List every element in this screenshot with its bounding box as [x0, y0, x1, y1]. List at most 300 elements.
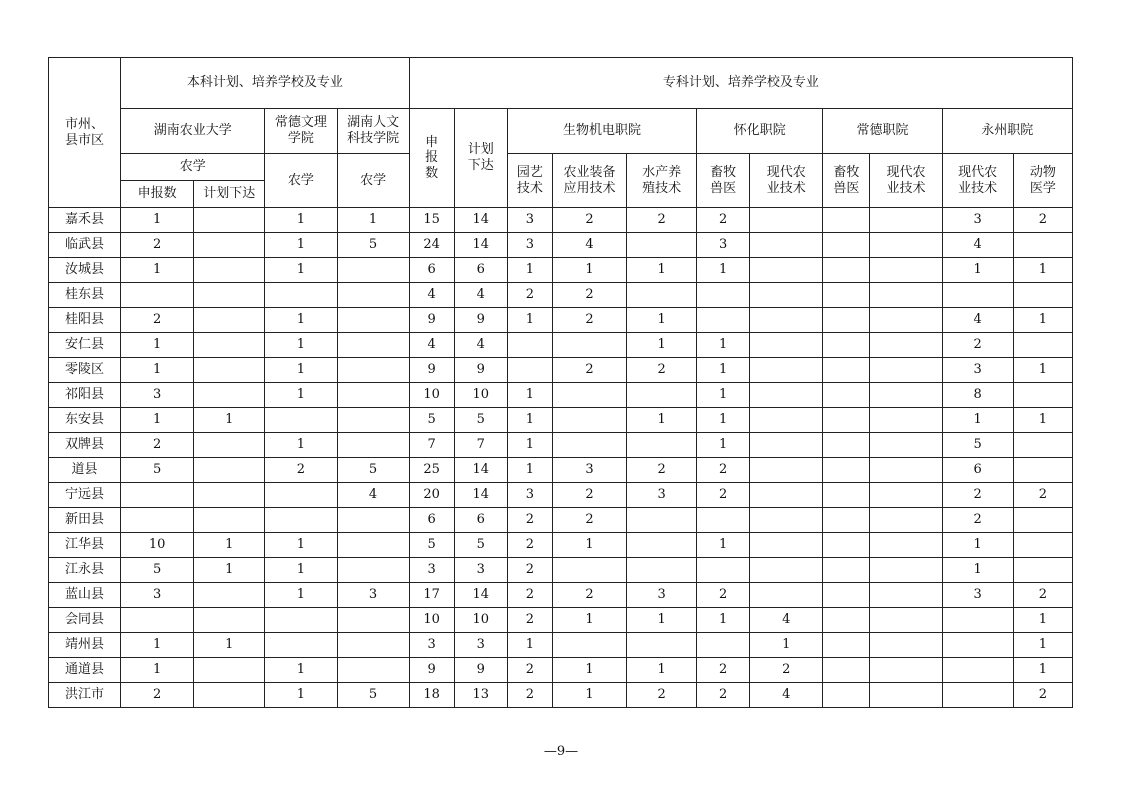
table-cell — [265, 633, 337, 658]
table-cell — [823, 458, 870, 483]
table-cell: 3 — [409, 633, 454, 658]
table-cell: 6 — [409, 508, 454, 533]
table-cell — [627, 633, 697, 658]
table-cell: 10 — [454, 608, 507, 633]
region-column-header: 市州、 县市区 — [49, 58, 121, 208]
table-cell — [750, 458, 823, 483]
table-cell — [194, 258, 265, 283]
table-cell: 1 — [627, 408, 697, 433]
table-cell — [194, 483, 265, 508]
table-cell: 14 — [454, 208, 507, 233]
table-cell — [194, 608, 265, 633]
table-cell — [750, 308, 823, 333]
table-cell — [823, 608, 870, 633]
region-name-cell: 桂东县 — [49, 283, 121, 308]
table-row — [49, 408, 1073, 433]
table-cell: 1 — [265, 258, 337, 283]
table-cell: 2 — [942, 483, 1013, 508]
table-cell — [823, 358, 870, 383]
table-cell — [823, 308, 870, 333]
table-cell: 15 — [409, 208, 454, 233]
table-cell — [337, 358, 409, 383]
table-cell — [265, 508, 337, 533]
huaihua-modern-agri-header: 现代农 业技术 — [750, 154, 823, 208]
page-number: —9— — [543, 744, 579, 759]
table-cell — [627, 558, 697, 583]
region-name-cell: 蓝山县 — [49, 583, 121, 608]
table-cell: 2 — [121, 433, 194, 458]
region-name-cell: 会同县 — [49, 608, 121, 633]
table-cell — [697, 283, 750, 308]
table-cell — [337, 558, 409, 583]
table-cell: 1 — [697, 258, 750, 283]
plan-issued-header: 计划下达 — [194, 181, 265, 208]
agronomy-header-renwen: 农学 — [337, 154, 409, 208]
table-cell: 1 — [121, 208, 194, 233]
college-plan-header: 计划 下达 — [454, 109, 507, 208]
table-cell: 5 — [409, 408, 454, 433]
table-cell: 1 — [942, 533, 1013, 558]
table-cell: 1 — [627, 608, 697, 633]
region-name-cell: 道县 — [49, 458, 121, 483]
table-cell — [194, 658, 265, 683]
table-cell — [823, 658, 870, 683]
table-cell: 1 — [697, 333, 750, 358]
table-cell: 3 — [337, 583, 409, 608]
table-cell — [627, 508, 697, 533]
table-cell: 1 — [194, 533, 265, 558]
table-cell: 3 — [697, 233, 750, 258]
table-cell: 1 — [265, 308, 337, 333]
table-cell: 1 — [697, 358, 750, 383]
table-cell — [697, 558, 750, 583]
table-cell — [697, 633, 750, 658]
table-cell — [194, 683, 265, 708]
table-cell: 3 — [454, 633, 507, 658]
agronomy-header-changde: 农学 — [265, 154, 337, 208]
table-cell: 9 — [454, 308, 507, 333]
table-cell: 3 — [627, 483, 697, 508]
table-cell: 2 — [552, 508, 626, 533]
table-cell: 1 — [507, 308, 552, 333]
table-cell: 14 — [454, 233, 507, 258]
table-cell — [627, 533, 697, 558]
table-cell — [265, 408, 337, 433]
table-cell: 2 — [750, 658, 823, 683]
table-cell — [823, 508, 870, 533]
college-group-header: 专科计划、培养学校及专业 — [409, 58, 1072, 109]
table-cell — [750, 583, 823, 608]
table-cell: 1 — [194, 408, 265, 433]
table-row — [49, 383, 1073, 408]
table-cell: 5 — [121, 458, 194, 483]
table-cell — [337, 608, 409, 633]
table-cell — [552, 433, 626, 458]
table-cell: 2 — [942, 508, 1013, 533]
table-cell — [750, 383, 823, 408]
table-cell: 3 — [552, 458, 626, 483]
table-cell: 9 — [409, 308, 454, 333]
table-cell — [337, 308, 409, 333]
hunan-renwen-header: 湖南人文 科技学院 — [337, 109, 409, 154]
table-cell: 2 — [552, 483, 626, 508]
table-cell — [823, 233, 870, 258]
undergrad-group-header: 本科计划、培养学校及专业 — [121, 58, 410, 109]
table-cell — [265, 483, 337, 508]
table-cell — [265, 608, 337, 633]
table-cell — [823, 483, 870, 508]
table-cell: 1 — [194, 558, 265, 583]
table-cell — [1013, 383, 1072, 408]
table-cell: 2 — [507, 508, 552, 533]
table-cell — [627, 383, 697, 408]
table-cell — [823, 333, 870, 358]
table-cell: 13 — [454, 683, 507, 708]
table-row — [49, 458, 1073, 483]
table-cell — [823, 583, 870, 608]
table-cell: 10 — [454, 383, 507, 408]
changde-animal-vet-header: 畜牧 兽医 — [823, 154, 870, 208]
table-cell — [552, 383, 626, 408]
region-name-cell: 通道县 — [49, 658, 121, 683]
table-cell: 2 — [1013, 483, 1072, 508]
table-cell: 1 — [942, 408, 1013, 433]
table-cell: 1 — [194, 633, 265, 658]
table-cell: 1 — [507, 458, 552, 483]
table-cell: 1 — [265, 333, 337, 358]
region-name-cell: 宁远县 — [49, 483, 121, 508]
table-cell: 10 — [409, 608, 454, 633]
table-cell — [627, 283, 697, 308]
table-cell — [337, 633, 409, 658]
table-cell — [337, 508, 409, 533]
table-cell: 1 — [697, 408, 750, 433]
table-cell: 2 — [552, 283, 626, 308]
table-cell: 2 — [507, 683, 552, 708]
table-cell — [337, 283, 409, 308]
table-cell: 4 — [409, 333, 454, 358]
table-cell: 1 — [265, 558, 337, 583]
table-cell: 4 — [942, 233, 1013, 258]
table-row — [49, 508, 1073, 533]
table-row — [49, 283, 1073, 308]
table-cell — [942, 658, 1013, 683]
table-cell: 1 — [697, 608, 750, 633]
hunan-agri-univ-header: 湖南农业大学 — [121, 109, 265, 154]
table-cell — [337, 658, 409, 683]
table-cell: 2 — [507, 533, 552, 558]
table-cell: 2 — [1013, 208, 1072, 233]
table-cell: 2 — [1013, 683, 1072, 708]
table-cell: 1 — [265, 583, 337, 608]
table-row — [49, 208, 1073, 233]
table-cell — [121, 608, 194, 633]
table-cell: 1 — [627, 658, 697, 683]
table-cell — [1013, 283, 1072, 308]
table-cell: 6 — [942, 458, 1013, 483]
table-cell: 4 — [454, 283, 507, 308]
table-cell: 14 — [454, 458, 507, 483]
table-cell — [870, 333, 942, 358]
table-cell: 9 — [454, 658, 507, 683]
table-cell — [870, 433, 942, 458]
table-cell — [750, 358, 823, 383]
table-cell — [194, 383, 265, 408]
bio-mech-header: 生物机电职院 — [507, 109, 696, 154]
table-cell — [337, 433, 409, 458]
table-cell — [194, 458, 265, 483]
table-cell: 1 — [697, 383, 750, 408]
table-cell — [697, 508, 750, 533]
table-cell — [194, 233, 265, 258]
region-name-cell: 桂阳县 — [49, 308, 121, 333]
table-cell: 1 — [265, 433, 337, 458]
table-cell: 7 — [454, 433, 507, 458]
table-cell: 6 — [454, 508, 507, 533]
table-cell — [194, 508, 265, 533]
table-cell: 5 — [409, 533, 454, 558]
table-cell — [823, 283, 870, 308]
table-cell — [870, 608, 942, 633]
header-row-3 — [49, 154, 1073, 181]
table-cell: 1 — [1013, 633, 1072, 658]
region-name-cell: 零陵区 — [49, 358, 121, 383]
table-cell — [750, 208, 823, 233]
region-name-cell: 安仁县 — [49, 333, 121, 358]
table-cell — [194, 358, 265, 383]
table-cell: 4 — [750, 683, 823, 708]
table-cell — [750, 258, 823, 283]
table-cell: 2 — [121, 233, 194, 258]
table-cell — [1013, 333, 1072, 358]
table-cell: 2 — [942, 333, 1013, 358]
table-cell: 1 — [1013, 258, 1072, 283]
table-cell: 5 — [454, 408, 507, 433]
table-cell: 4 — [942, 308, 1013, 333]
table-cell: 9 — [454, 358, 507, 383]
table-cell: 3 — [121, 583, 194, 608]
table-cell: 2 — [697, 583, 750, 608]
table-cell — [870, 383, 942, 408]
table-cell — [337, 258, 409, 283]
table-cell — [750, 433, 823, 458]
table-cell: 1 — [1013, 608, 1072, 633]
table-cell — [942, 683, 1013, 708]
table-cell — [507, 333, 552, 358]
region-name-cell: 江华县 — [49, 533, 121, 558]
table-row — [49, 308, 1073, 333]
table-cell: 5 — [337, 458, 409, 483]
horticulture-header: 园艺 技术 — [507, 154, 552, 208]
changde-voc-header: 常德职院 — [823, 109, 942, 154]
table-cell — [194, 333, 265, 358]
region-name-cell: 东安县 — [49, 408, 121, 433]
table-cell: 1 — [121, 408, 194, 433]
table-cell: 1 — [552, 658, 626, 683]
table-row — [49, 658, 1073, 683]
table-cell — [870, 308, 942, 333]
table-cell: 2 — [552, 208, 626, 233]
table-cell — [337, 333, 409, 358]
table-cell: 6 — [454, 258, 507, 283]
table-cell: 5 — [337, 233, 409, 258]
table-cell: 3 — [942, 208, 1013, 233]
table-cell: 2 — [552, 583, 626, 608]
changde-modern-agri-header: 现代农 业技术 — [870, 154, 942, 208]
table-cell — [1013, 558, 1072, 583]
table-cell: 5 — [337, 683, 409, 708]
table-cell — [1013, 233, 1072, 258]
table-cell: 1 — [507, 258, 552, 283]
table-cell — [870, 558, 942, 583]
table-cell: 9 — [409, 658, 454, 683]
table-cell — [121, 483, 194, 508]
table-cell: 1 — [697, 533, 750, 558]
region-name-cell: 临武县 — [49, 233, 121, 258]
table-cell — [823, 408, 870, 433]
table-cell: 1 — [507, 408, 552, 433]
table-cell — [870, 283, 942, 308]
table-cell — [750, 333, 823, 358]
table-cell — [1013, 533, 1072, 558]
yongzhou-animal-medicine-header: 动物 医学 — [1013, 154, 1072, 208]
table-row — [49, 358, 1073, 383]
table-cell: 1 — [507, 383, 552, 408]
table-cell: 1 — [552, 258, 626, 283]
table-cell: 2 — [697, 483, 750, 508]
table-cell — [750, 233, 823, 258]
table-cell: 1 — [1013, 358, 1072, 383]
table-cell: 4 — [750, 608, 823, 633]
region-name-cell: 嘉禾县 — [49, 208, 121, 233]
table-cell — [750, 408, 823, 433]
table-cell: 1 — [627, 333, 697, 358]
table-cell: 1 — [627, 258, 697, 283]
table-cell — [823, 633, 870, 658]
table-cell: 1 — [121, 633, 194, 658]
table-cell — [870, 208, 942, 233]
table-cell — [121, 508, 194, 533]
table-row — [49, 683, 1073, 708]
table-cell: 1 — [265, 683, 337, 708]
table-cell: 2 — [627, 458, 697, 483]
region-name-cell: 新田县 — [49, 508, 121, 533]
table-row — [49, 608, 1073, 633]
table-cell: 10 — [121, 533, 194, 558]
header-row-2 — [49, 109, 1073, 154]
table-cell — [750, 283, 823, 308]
table-cell: 2 — [507, 658, 552, 683]
table-cell: 1 — [750, 633, 823, 658]
table-cell: 1 — [942, 558, 1013, 583]
table-row — [49, 533, 1073, 558]
table-cell — [194, 433, 265, 458]
table-cell: 24 — [409, 233, 454, 258]
table-cell — [1013, 433, 1072, 458]
table-cell — [337, 383, 409, 408]
table-cell: 8 — [942, 383, 1013, 408]
table-cell: 17 — [409, 583, 454, 608]
table-cell — [507, 358, 552, 383]
table-cell: 5 — [121, 558, 194, 583]
table-cell: 3 — [942, 583, 1013, 608]
table-cell: 1 — [552, 533, 626, 558]
table-cell — [823, 558, 870, 583]
table-cell — [552, 408, 626, 433]
table-cell: 1 — [121, 258, 194, 283]
table-cell: 1 — [265, 533, 337, 558]
table-cell: 6 — [409, 258, 454, 283]
header-row-1 — [49, 58, 1073, 109]
table-cell: 1 — [552, 683, 626, 708]
table-cell — [121, 283, 194, 308]
table-cell — [1013, 458, 1072, 483]
table-cell — [627, 233, 697, 258]
table-cell — [194, 583, 265, 608]
table-cell: 10 — [409, 383, 454, 408]
table-cell — [750, 483, 823, 508]
table-cell: 1 — [265, 358, 337, 383]
table-cell: 9 — [409, 358, 454, 383]
table-cell: 1 — [942, 258, 1013, 283]
table-cell — [194, 283, 265, 308]
table-cell: 2 — [697, 458, 750, 483]
agri-equipment-header: 农业装备 应用技术 — [552, 154, 626, 208]
table-cell: 1 — [265, 208, 337, 233]
table-cell: 5 — [454, 533, 507, 558]
table-row — [49, 583, 1073, 608]
table-cell — [870, 258, 942, 283]
table-row — [49, 258, 1073, 283]
huaihua-header: 怀化职院 — [697, 109, 823, 154]
table-cell — [870, 233, 942, 258]
table-cell — [823, 533, 870, 558]
table-cell: 14 — [454, 483, 507, 508]
table-cell: 2 — [1013, 583, 1072, 608]
table-cell: 5 — [942, 433, 1013, 458]
table-cell: 2 — [697, 658, 750, 683]
table-cell — [552, 333, 626, 358]
table-cell — [823, 208, 870, 233]
table-cell: 1 — [121, 333, 194, 358]
table-cell: 3 — [627, 583, 697, 608]
table-cell: 2 — [121, 308, 194, 333]
table-cell: 1 — [552, 608, 626, 633]
region-name-cell: 祁阳县 — [49, 383, 121, 408]
table-cell — [942, 283, 1013, 308]
table-cell — [870, 508, 942, 533]
table-row — [49, 233, 1073, 258]
table-cell — [870, 483, 942, 508]
region-name-cell: 汝城县 — [49, 258, 121, 283]
table-cell: 3 — [507, 483, 552, 508]
table-cell — [750, 558, 823, 583]
table-cell — [194, 308, 265, 333]
table-cell: 2 — [697, 683, 750, 708]
table-cell — [697, 308, 750, 333]
table-row — [49, 333, 1073, 358]
table-row — [49, 558, 1073, 583]
table-cell — [1013, 508, 1072, 533]
table-cell: 1 — [265, 233, 337, 258]
table-cell: 14 — [454, 583, 507, 608]
table-cell: 2 — [627, 358, 697, 383]
table-cell: 2 — [507, 608, 552, 633]
table-cell — [265, 283, 337, 308]
table-cell — [823, 383, 870, 408]
table-cell — [552, 558, 626, 583]
table-cell: 20 — [409, 483, 454, 508]
